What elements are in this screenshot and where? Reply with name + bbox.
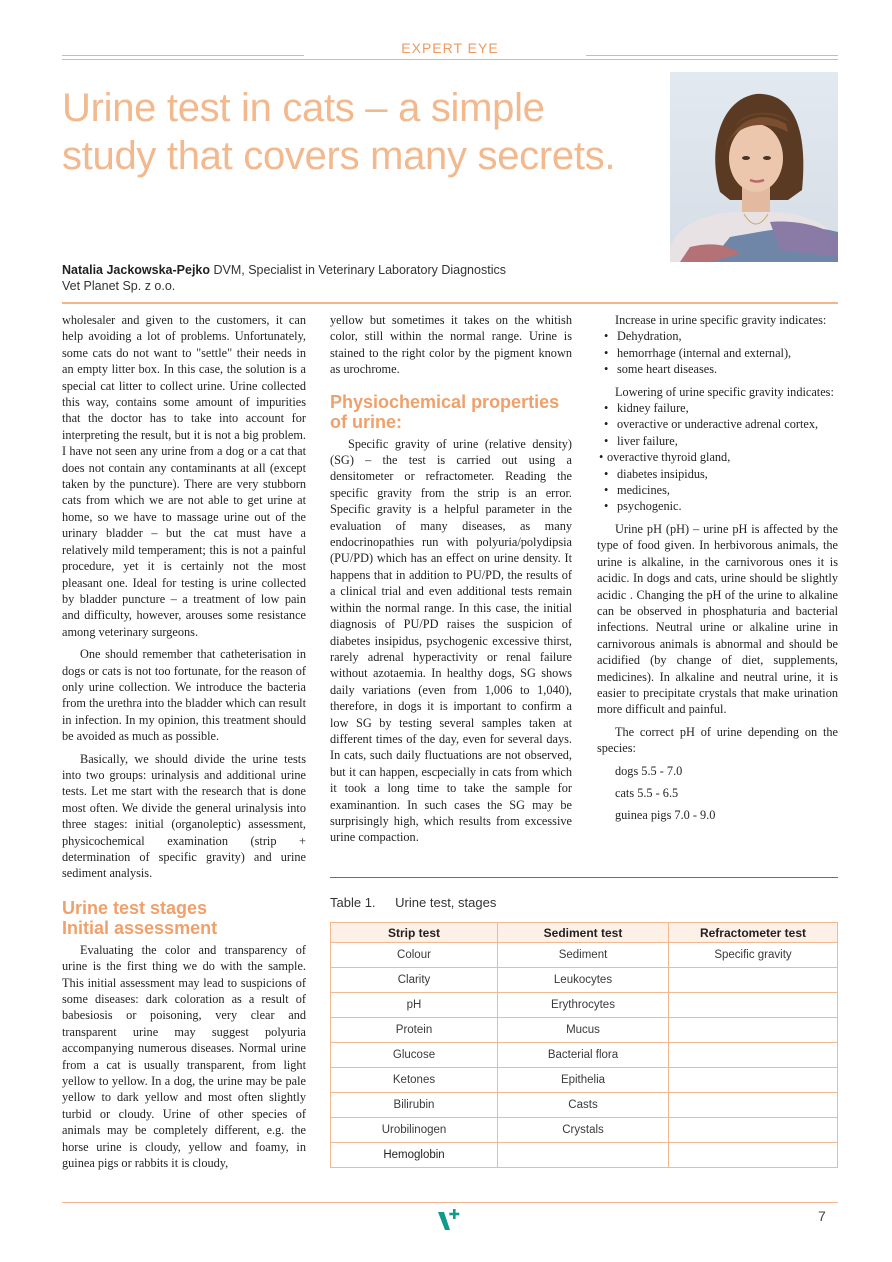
table-row [331, 993, 838, 1018]
table-cell: Bacterial flora [498, 1043, 669, 1068]
table-header-row [331, 923, 838, 943]
paragraph: Urine pH (pH) – urine pH is affected by the type of food given. In herbivorous animals, the urine is alkaline, in the carnivorous ones it is acidic. In dogs and cats, urine should be slightly acidic . Changing the pH of the urine to alkaline can be observed in phosphaturia and bacterial infections. Neutral urine or alkaline urine in carnivorous animals is abnormal and should be acidified (by change of diet, supplements, medicines). In alkaline and neutral urine, it is easier to precipitate crystals that make urination more difficult and painful. [597, 521, 838, 717]
table-number: Table 1. [330, 895, 376, 910]
columns-divider [330, 877, 838, 878]
list-item: • Dehydration, [597, 328, 838, 344]
table-cell [669, 968, 838, 993]
paragraph: Basically, we should divide the urine tests into two groups: urinalysis and additional urine tests. Let me start with the research that is done most often. We divide the general urinalysis into three stages: initial (organoleptic) assessment, physicochemical examination (strip + determination of specific gravity) and urine sediment analysis. [62, 751, 306, 881]
table-row [331, 968, 838, 993]
list-item: • psychogenic. [597, 498, 838, 514]
table-row [331, 1043, 838, 1068]
table-cell [669, 993, 838, 1018]
table-cell [669, 1043, 838, 1068]
table-cell: Casts [498, 1093, 669, 1118]
table-cell: Ketones [331, 1068, 498, 1093]
table-cell [669, 1018, 838, 1043]
list-item: • some heart diseases. [597, 361, 838, 377]
column-header: Strip test [331, 923, 498, 943]
increase-intro: Increase in urine specific gravity indicates: [615, 313, 827, 327]
table-cell: Epithelia [498, 1068, 669, 1093]
table-row [331, 1018, 838, 1043]
table-row [331, 1068, 838, 1093]
column-1 [62, 312, 306, 1178]
column-header: Refractometer test [669, 923, 838, 943]
list-item: • overactive or underactive adrenal cortex, [597, 416, 838, 432]
table-cell [669, 1068, 838, 1093]
column-3 [597, 312, 838, 830]
urine-test-stages-table [330, 922, 838, 1168]
article-title [62, 84, 662, 180]
lowering-list [597, 400, 838, 515]
table-cell: Colour [331, 943, 498, 968]
author-byline [62, 262, 506, 294]
subheading-physiochemical: Physiochemical properties of urine: [330, 391, 560, 432]
ph-range-item: cats 5.5 - 6.5 [615, 785, 679, 800]
list-item: • kidney failure, [597, 400, 838, 416]
lowering-intro: Lowering of urine specific gravity indicates: [615, 384, 834, 399]
list-item: • medicines, [597, 482, 838, 498]
table-row [331, 1093, 838, 1118]
ph-range-item: guinea pigs 7.0 - 9.0 [615, 808, 716, 823]
paragraph: yellow but sometimes it takes on the whitish color, still within the normal range. Urine is stained to the right color by the pigment known as urochrome. [330, 313, 572, 377]
ph-range-item: dogs 5.5 - 7.0 [615, 763, 683, 778]
column-2 [330, 312, 572, 852]
section-header [62, 38, 838, 62]
table-cell [669, 1118, 838, 1143]
table-cell: Urobilinogen [331, 1118, 498, 1143]
portrait-image [670, 72, 838, 262]
header-rule-bottom [62, 59, 838, 60]
table-cell: Mucus [498, 1018, 669, 1043]
table-cell: pH [331, 993, 498, 1018]
ph-ranges [597, 763, 838, 824]
paragraph: wholesaler and given to the customers, it can help avoiding a lot of problems. Unfortunately, some cats do not want to "settle" their needs in an empty litter box. In this case, the solution is a special cat litter to collect urine. Urine collected this way, contains some amount of impurities that the doctor has to take into account for interpreting the result, but it is not a big problem. I have not seen any urine from a dog or a cat that does not contain any contaminants at all (except taken by the puncture). There are very stubborn cats from which we are not able to get urine at home, so we have to massage urine out of the urinary bladder – but the cat must have a relatively mild temperament; this is not a painful procedure, yet it is certainly not the most pleasant one. Ideal for testing is urine collected by bladder puncture – a treatment of low pain and difficulty, however, arouses some resistance among veterinary surgeons. [62, 313, 306, 639]
author-name: Natalia Jackowska-Pejko [62, 263, 210, 277]
increase-list [597, 328, 838, 377]
table-row [331, 1118, 838, 1143]
table-cell: Glucose [331, 1043, 498, 1068]
byline-divider [62, 302, 838, 304]
table-caption [330, 895, 496, 910]
author-credentials: DVM, Specialist in Veterinary Laboratory Diagnostics [210, 263, 506, 277]
subheading-urine-test-stages [62, 898, 306, 938]
table-row [331, 1143, 838, 1168]
paragraph: Specific gravity of urine (relative density) (SG) – the test is carried out using a densitometer or refractometer. Reading the specific gravity from the strip is an error. Specific gravity is a helpful parameter in the evaluation of many diseases, as many endocrinopathies run with polyuria/polydipsia (PU/PD) which has an effect on urine density. It happens that in addition to PU/PD, the results of a clinical trial and even additional tests remain within the normal range. In this case, the initial diagnosis of PU/PD raises the suspicion of diabetes insipidus, psychogenic excessive thirst, rarely adrenal hyperactivity or renal failure without azotaemia. In healthy dogs, SG shows daily variations (even from 1,006 to 1,040), therefore, in dogs it is important to confirm a low SG by testing several samples taken at different times of the day, even for several days. In cats, such daily fluctuations are not observed, but it can happen, escpecially in cats from which it took a long time to take the sample for examinantion. In such cases the SG may be surprisingly high, which results from excessive urine compaction. [330, 436, 572, 845]
table-cell [669, 1093, 838, 1118]
section-label: EXPERT EYE [401, 40, 499, 56]
author-photo [670, 72, 838, 262]
list-item: • liver failure, [597, 433, 838, 449]
table-cell: Protein [331, 1018, 498, 1043]
table-cell: Hemoglobin [331, 1143, 498, 1168]
list-item: • overactive thyroid gland, [597, 449, 838, 465]
list-item: • diabetes insipidus, [597, 466, 838, 482]
list-item: • hemorrhage (internal and external), [597, 345, 838, 361]
page-number: 7 [818, 1208, 826, 1224]
table-cell: Clarity [331, 968, 498, 993]
table-cell [669, 1143, 838, 1168]
table-cell: Erythrocytes [498, 993, 669, 1018]
table-cell: Sediment [498, 943, 669, 968]
table-cell [498, 1143, 669, 1168]
author-affiliation: Vet Planet Sp. z o.o. [62, 279, 176, 293]
table-row [331, 943, 838, 968]
table-cell: Crystals [498, 1118, 669, 1143]
table-title: Urine test, stages [395, 895, 497, 910]
subheading-line-1: Urine test stages [62, 897, 208, 918]
paragraph: Evaluating the color and transparency of urine is the first thing we do with the sample. This initial assessment may lead to suspicions of some diseases: dark coloration as a result of babesiosis or poisoning, very clear and transparent urine may suggest polyuria accompanying numerous diseases. Normal urine from a cat is usually transparent, from light yellow to yellow. In a dog, the urine may be pale yellow to dark yellow and most often slightly turbid or cloudy. Urine of other species of animals may be completely different, e.g. the horse urine is cloudy, yellow and foamy, in guinea pigs or rabbits it is cloudy, [62, 942, 306, 1171]
title-line-2: study that covers many secrets. [62, 134, 616, 178]
column-header: Sediment test [498, 923, 669, 943]
paragraph: One should remember that catheterisation in dogs or cats is not too fortunate, for the reason of only urine collection. We introduce the bacteria from the urethra into the bladder which can result in infection. In my opinion, this treatment should be avoided as much as possible. [62, 647, 306, 744]
subheading-line-2: Initial assessment [62, 917, 218, 938]
table-cell: Specific gravity [669, 943, 838, 968]
footer-divider [62, 1202, 838, 1203]
table-cell: Leukocytes [498, 968, 669, 993]
table-cell: Bilirubin [331, 1093, 498, 1118]
title-line-1: Urine test in cats – a simple [62, 86, 545, 130]
ph-intro: The correct pH of urine depending on the species: [597, 724, 838, 756]
vet-planet-logo-icon [434, 1206, 464, 1232]
